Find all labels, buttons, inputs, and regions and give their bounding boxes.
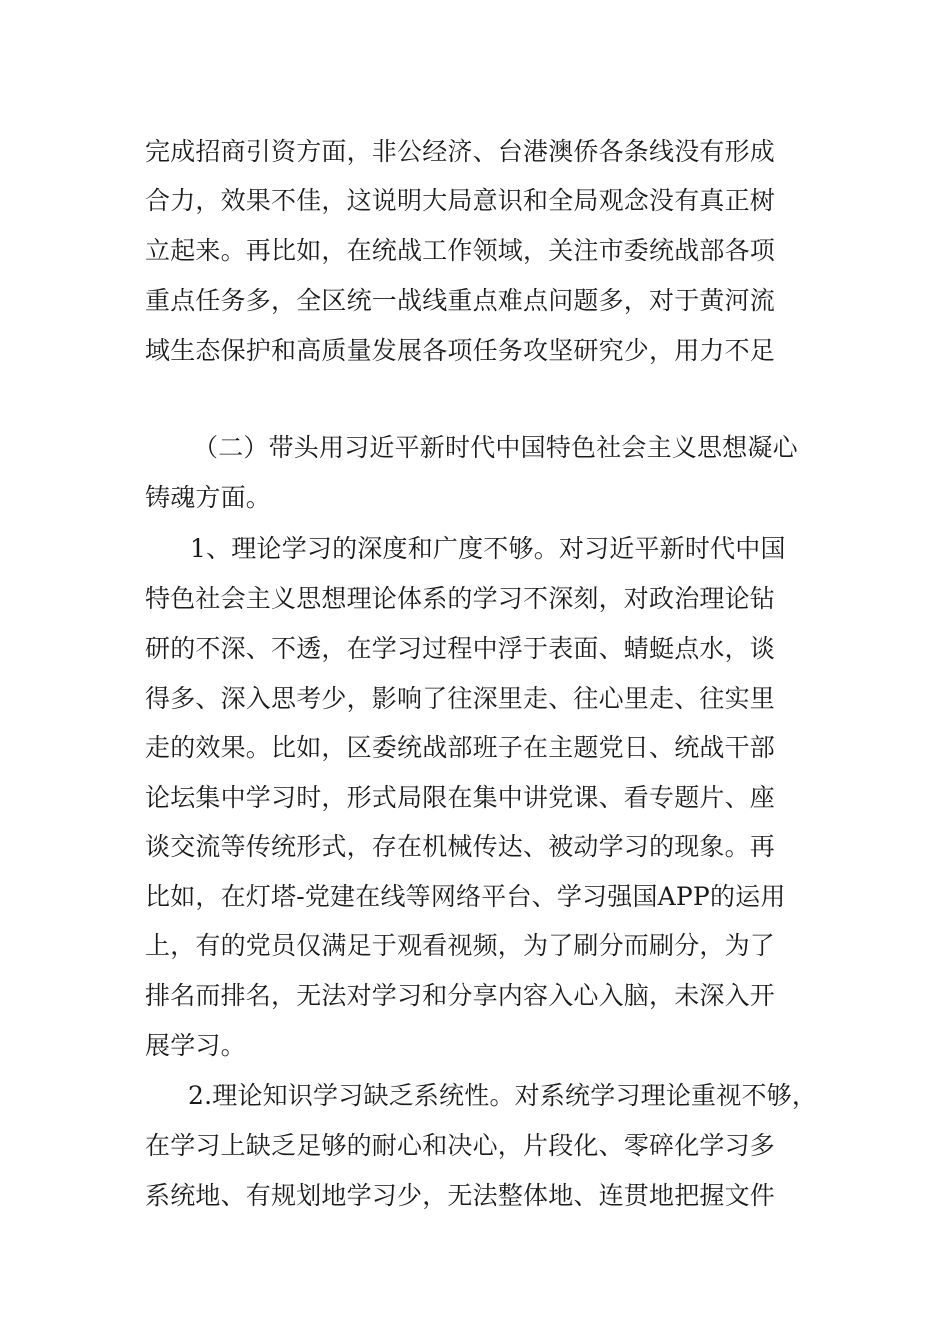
text-line: 重点任务多，全区统一战线重点难点问题多，对于黄河流 xyxy=(145,286,776,315)
text-line: 走的效果。比如，区委统战部班子在主题党日、统战干部 xyxy=(145,733,776,762)
text-line: 特色社会主义思想理论体系的学习不深刻，对政治理论钻 xyxy=(145,584,776,613)
paragraph-start: 1、理论学习的深度和广度不够。对习近平新时代中国 xyxy=(190,534,786,563)
text-line: 在学习上缺乏足够的耐心和决心，片段化、零碎化学习多 xyxy=(145,1131,776,1160)
text-line: 域生态保护和高质量发展各项任务攻坚研究少，用力不足 xyxy=(145,336,776,365)
text-line: 展学习。 xyxy=(145,1031,246,1060)
text-line: 立起来。再比如，在统战工作领域，关注市委统战部各项 xyxy=(145,236,776,265)
paragraph-start: 2.理论知识学习缺乏系统性。对系统学习理论重视不够， xyxy=(188,1081,818,1110)
section-heading-continued: 铸魂方面。 xyxy=(145,483,272,512)
text-line: 得多、深入思考少，影响了往深里走、往心里走、往实里 xyxy=(145,684,776,713)
text-line: 谈交流等传统形式，存在机械传达、被动学习的现象。再 xyxy=(145,832,776,861)
text-line: 完成招商引资方面，非公经济、台港澳侨各条线没有形成 xyxy=(145,137,776,166)
text-line: 排名而排名，无法对学习和分享内容入心入脑，未深入开 xyxy=(145,981,776,1010)
section-heading: （二）带头用习近平新时代中国特色社会主义思想凝心 xyxy=(193,433,798,462)
text-line: 研的不深、不透，在学习过程中浮于表面、蜻蜓点水，谈 xyxy=(145,634,776,663)
text-line: 比如，在灯塔-党建在线等网络平台、学习强国APP的运用 xyxy=(145,882,786,911)
text-line: 系统地、有规划地学习少，无法整体地、连贯地把握文件 xyxy=(145,1181,776,1210)
text-line: 合力，效果不佳，这说明大局意识和全局观念没有真正树 xyxy=(145,186,776,215)
text-line: 上，有的党员仅满足于观看视频，为了刷分而刷分，为了 xyxy=(145,931,776,960)
text-line: 论坛集中学习时，形式局限在集中讲党课、看专题片、座 xyxy=(145,783,776,812)
